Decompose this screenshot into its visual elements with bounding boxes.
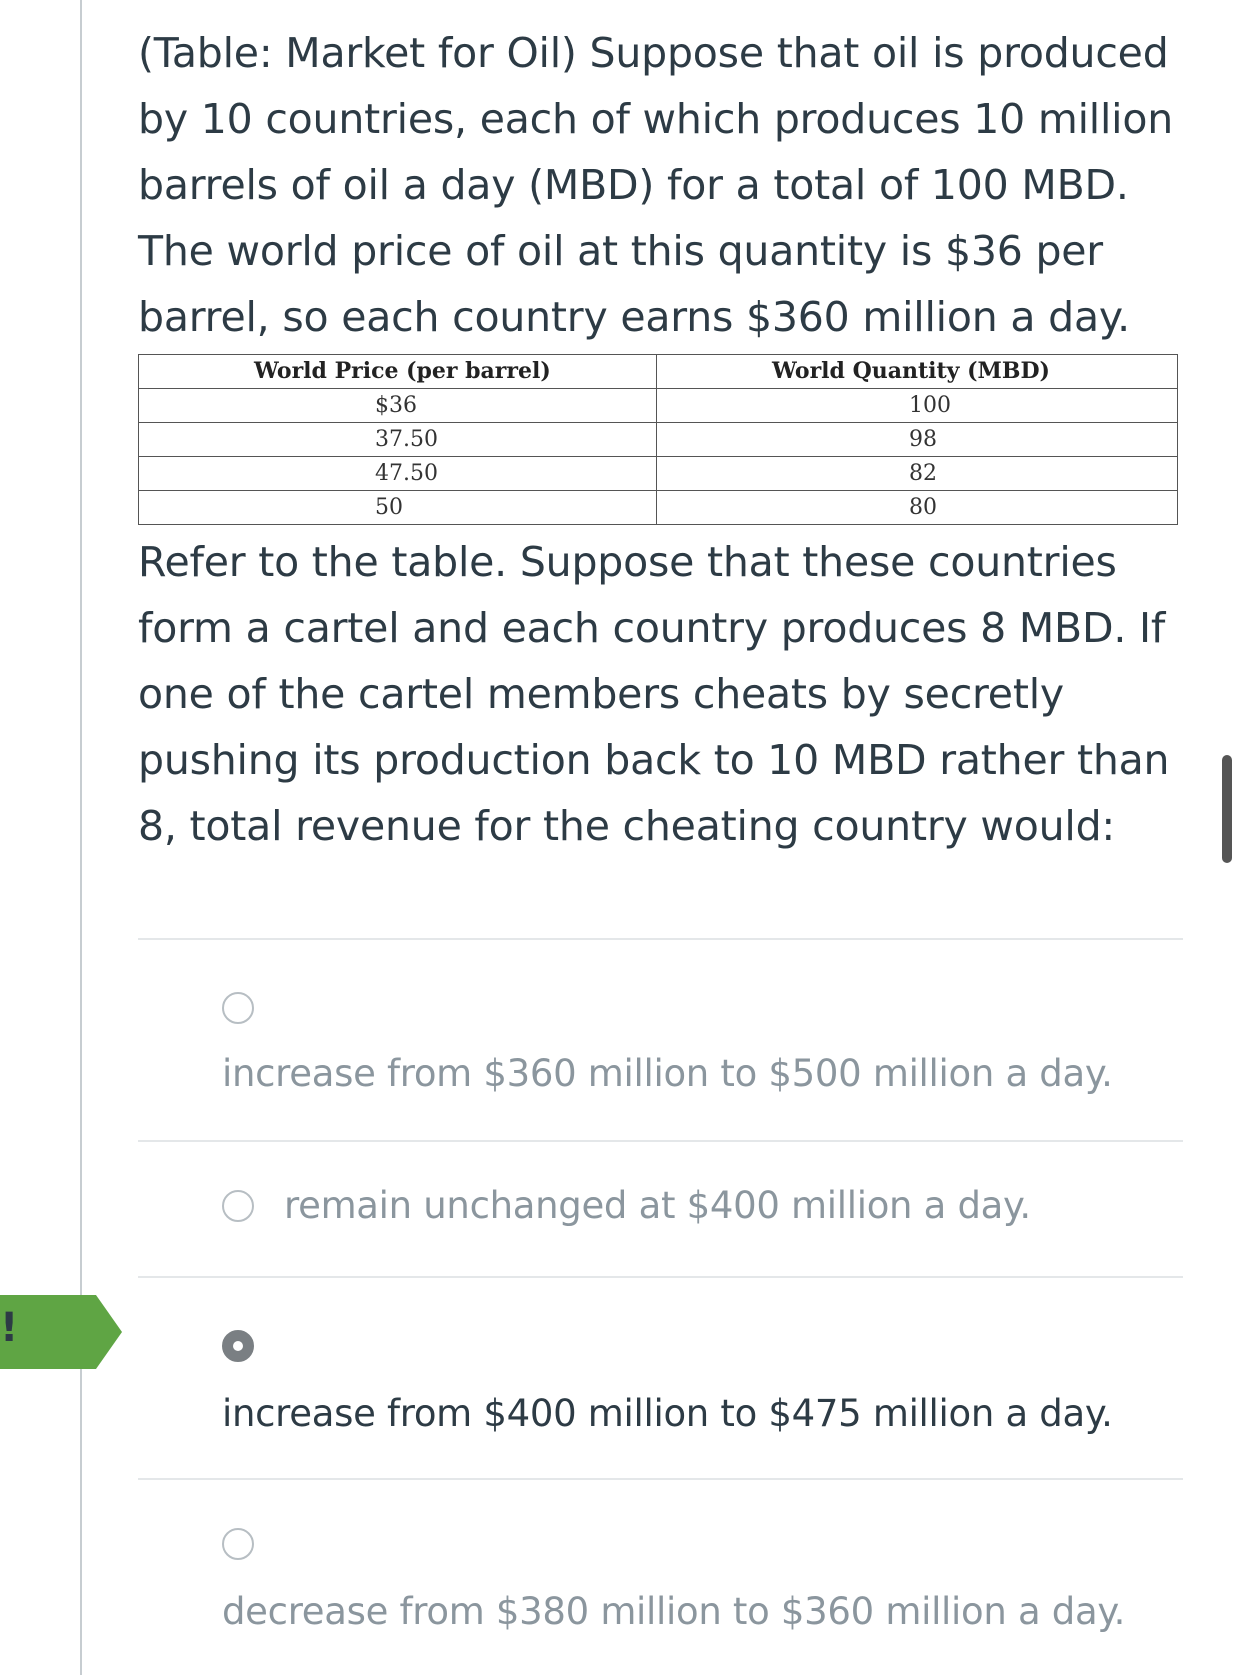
quantity-cell: 80	[657, 491, 1178, 525]
radio-button[interactable]	[222, 1190, 254, 1222]
market-for-oil-table	[138, 354, 1178, 525]
quantity-cell: 82	[657, 457, 1178, 491]
header-world-price: World Price (per barrel)	[139, 355, 657, 389]
price-cell: $36	[139, 389, 657, 423]
answer-option-2[interactable]	[138, 1142, 1183, 1276]
quantity-cell: 100	[657, 389, 1178, 423]
flag-label: !	[0, 1305, 19, 1351]
table-header-row	[139, 355, 1178, 389]
answer-option-1[interactable]	[138, 940, 1183, 1140]
answer-list	[138, 938, 1183, 1676]
question-left-rail	[80, 0, 82, 1675]
flag-shape	[0, 1295, 122, 1369]
price-cell: 50	[139, 491, 657, 525]
question-prompt: Refer to the table. Suppose that these countries form a cartel and each country produces 8 MBD. If one of the cartel members cheats by secretly pushing its production back to 10 MBD rather than 8, total revenue for the cheating country would:	[138, 538, 1170, 850]
question-content	[138, 20, 1188, 859]
table-row	[139, 491, 1178, 525]
answer-label[interactable]: increase from $360 million to $500 million a day.	[222, 1052, 1113, 1095]
answer-option-3[interactable]	[138, 1278, 1183, 1478]
answer-option-4[interactable]	[138, 1480, 1183, 1676]
scrollbar-thumb[interactable]	[1222, 755, 1232, 863]
price-cell: 47.50	[139, 457, 657, 491]
quantity-cell: 98	[657, 423, 1178, 457]
answer-flag-icon	[0, 1295, 122, 1369]
price-cell: 37.50	[139, 423, 657, 457]
table-row	[139, 389, 1178, 423]
radio-button[interactable]	[222, 1528, 254, 1560]
table-row	[139, 457, 1178, 491]
answer-label[interactable]: remain unchanged at $400 million a day.	[284, 1184, 1031, 1227]
answer-label[interactable]: decrease from $380 million to $360 million a day.	[222, 1590, 1126, 1633]
radio-button-selected[interactable]	[222, 1330, 254, 1362]
radio-button[interactable]	[222, 992, 254, 1024]
answer-label[interactable]: increase from $400 million to $475 million a day.	[222, 1392, 1113, 1435]
header-world-quantity: World Quantity (MBD)	[657, 355, 1178, 389]
table-row	[139, 423, 1178, 457]
question-intro: (Table: Market for Oil) Suppose that oil is produced by 10 countries, each of which produces 10 million barrels of oil a day (MBD) for a total of 100 MBD. The world price of oil at this quantity is $36 per barrel, so each country earns $360 million a day.	[138, 29, 1174, 341]
